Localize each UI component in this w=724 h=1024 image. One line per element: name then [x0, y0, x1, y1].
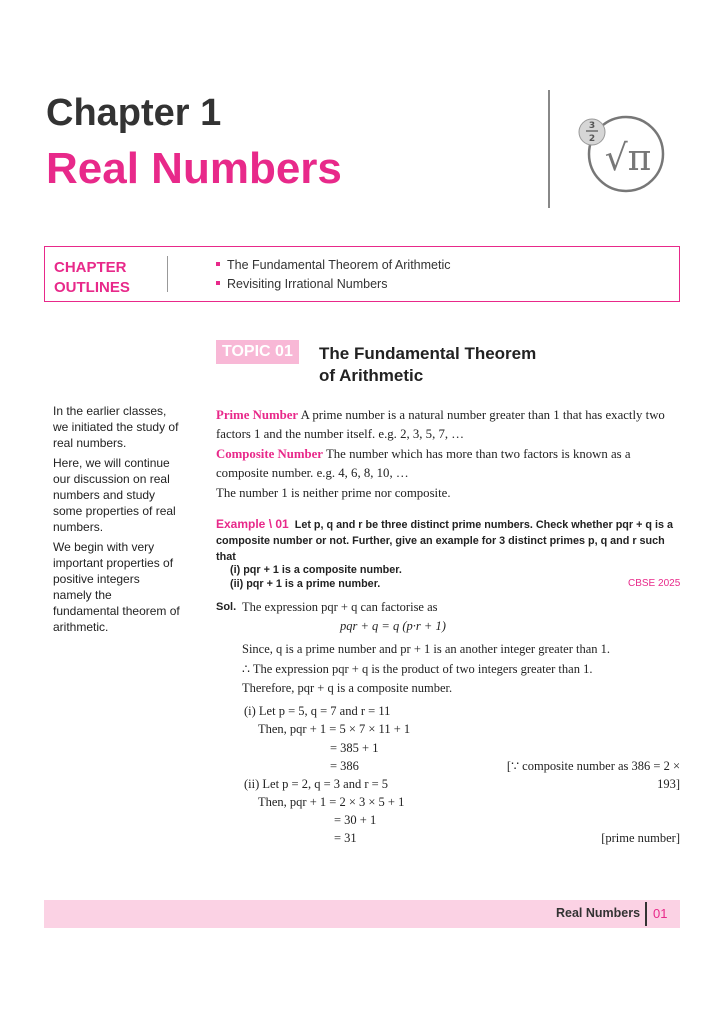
part-ii-let: (ii) Let p = 2, q = 3 and r = 5 [244, 777, 389, 791]
part-i-step: = 385 + 1 [330, 741, 379, 755]
footer-divider [645, 902, 647, 926]
part-i-let: (i) Let p = 5, q = 7 and r = 11 [244, 704, 391, 718]
header-divider [548, 90, 550, 208]
outline-item-text: The Fundamental Theorem of Arithmetic [227, 258, 451, 272]
emblem-fraction-den: 2 [588, 134, 596, 144]
footer-title: Real Numbers [556, 906, 641, 920]
outline-item-text: Revisiting Irrational Numbers [227, 277, 388, 291]
neither-statement: The number 1 is neither prime nor composite. [216, 486, 451, 500]
prime-term: Prime Number [216, 408, 299, 422]
root-pi-emblem-icon [578, 112, 668, 194]
topic-title-line1: The Fundamental Theorem [319, 344, 537, 363]
part-ii-step: = 30 + 1 [334, 813, 377, 827]
composite-text: The number which has more than two factors is known as a composite number. e.g. 4, 6, 8, 10, … [216, 447, 631, 480]
chapter-label: Chapter 1 [46, 92, 222, 134]
example-label: Example \ 01 [216, 517, 289, 531]
example-part-ii: (ii) pqr + 1 is a prime number. [230, 578, 381, 590]
topic-title [319, 343, 536, 387]
outline-label-line1: CHAPTER [54, 259, 127, 276]
part-i-step: = 386 [330, 759, 359, 773]
example-question-text: Let p, q and r be three distinct prime numbers. Check whether pqr + q is a composite number or not. Further, give an example for 3 distinct primes p, q and r such that [216, 519, 673, 563]
prime-definition [216, 406, 682, 444]
solution-line: The expression pqr + q can factorise as [242, 600, 438, 614]
sidebar-paragraph: In the earlier classes, we initiated the study of real numbers. [53, 404, 179, 450]
solution-equation: pqr + q = q (p·r + 1) [340, 619, 446, 633]
part-ii-then: Then, pqr + 1 = 2 × 3 × 5 + 1 [258, 795, 405, 809]
outline-item [216, 258, 451, 272]
bullet-icon [216, 281, 220, 285]
topic-title-line2: of Arithmetic [319, 366, 424, 385]
outline-item [216, 277, 387, 291]
chapter-outline-label [54, 258, 130, 298]
page-number: 01 [653, 906, 668, 921]
prime-text: A prime number is a natural number greater than 1 that has exactly two factors 1 and the number itself. e.g. 2, 3, 5, 7, … [216, 408, 665, 441]
composite-term: Composite Number [216, 447, 323, 461]
example-source: CBSE 2025 [628, 578, 681, 589]
solution-label: Sol. [216, 601, 237, 613]
solution-line: Since, q is a prime number and pr + 1 is an another integer greater than 1. [242, 642, 611, 656]
outline-label-line2: OUTLINES [54, 279, 130, 296]
solution-line: Therefore, pqr + q is a composite number. [242, 681, 453, 695]
emblem-radical: √π [604, 138, 652, 179]
part-i-reason: [∵ composite number as 386 = 2 × 193] [506, 759, 680, 791]
solution-line: ∴ The expression pqr + q is the product of two integers greater than 1. [242, 662, 593, 676]
part-ii-step: = 31 [334, 831, 357, 845]
bullet-icon [216, 262, 220, 266]
chapter-title: Real Numbers [46, 144, 342, 193]
example-question [216, 516, 682, 565]
part-ii-reason: [prime number] [601, 831, 680, 845]
example-part-i: (i) pqr + 1 is a composite number. [230, 564, 402, 576]
part-i-then: Then, pqr + 1 = 5 × 7 × 11 + 1 [258, 722, 411, 736]
emblem-fraction-num: 3 [588, 121, 596, 131]
composite-definition [216, 445, 682, 483]
sidebar-paragraph: Here, we will continue our discussion on real numbers and study some properties of real numbers. [53, 456, 176, 534]
chapter-outline-box [44, 246, 680, 302]
outline-divider [167, 256, 168, 292]
sidebar-paragraph: We begin with very important properties of positive integers namely the fundamental theorem of arithmetic. [53, 540, 180, 634]
topic-tag: TOPIC 01 [216, 340, 299, 364]
